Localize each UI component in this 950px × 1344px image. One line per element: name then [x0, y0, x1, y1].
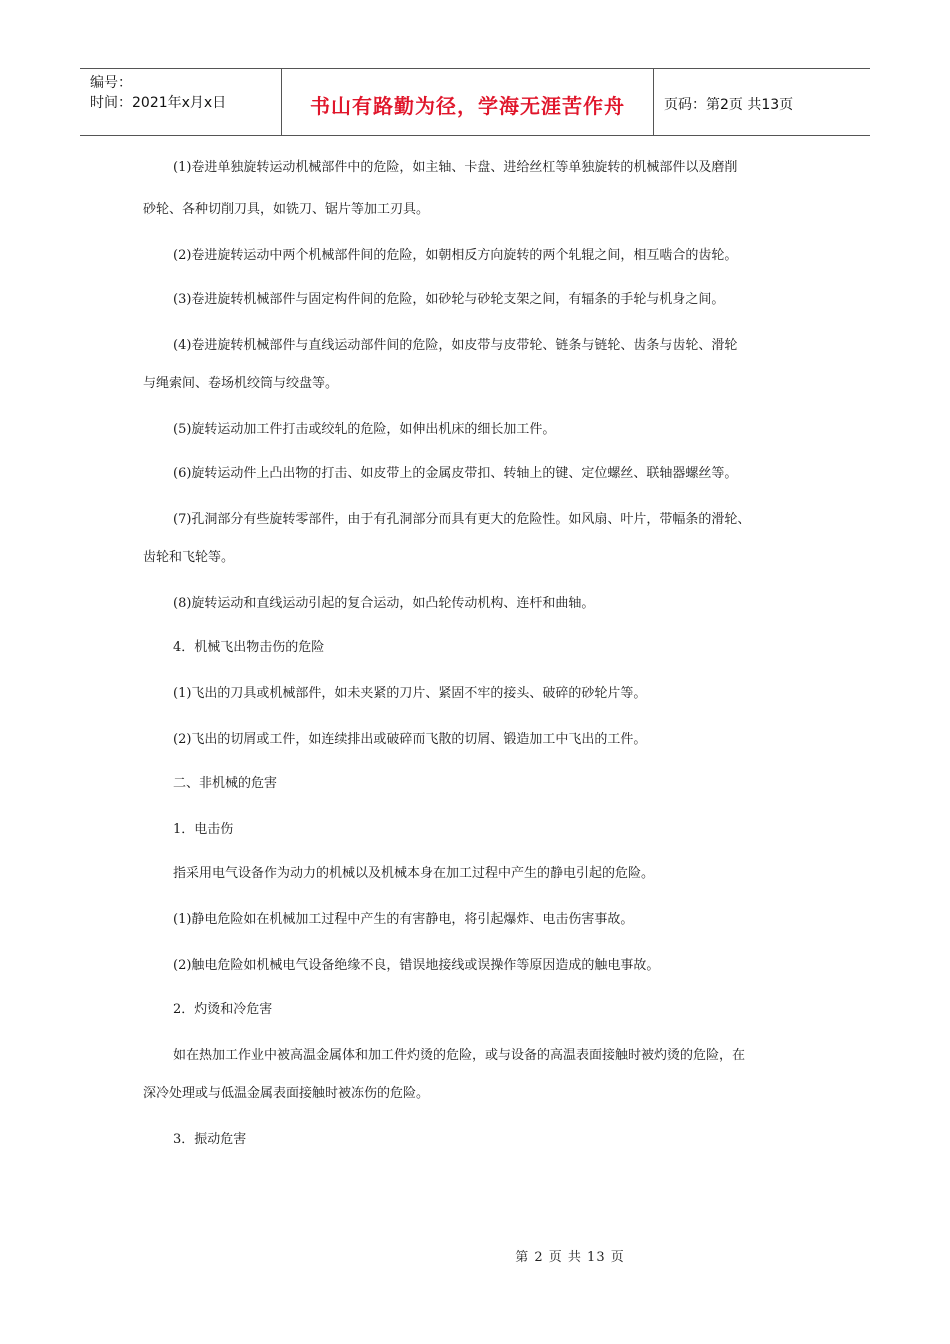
body-line: 1．电击伤	[173, 822, 234, 837]
body-line: 如在热加工作业中被高温金属体和加工件灼烫的危险，或与设备的高温表面接触时被灼烫的危险，在	[173, 1048, 746, 1063]
body-line: 指采用电气设备作为动力的机械以及机械本身在加工过程中产生的静电引起的危险。	[173, 866, 655, 881]
page-footer: 第 2 页 共 13 页	[515, 1250, 625, 1265]
doc-time-label: 时间：2021年x月x日	[90, 95, 227, 111]
body-line: (4)卷进旋转机械部件与直线运动部件间的危险，如皮带与皮带轮、链条与链轮、齿条与齿轮、滑轮	[173, 338, 738, 353]
doc-number-label: 编号：	[90, 75, 132, 91]
body-line: 齿轮和飞轮等。	[143, 550, 235, 565]
body-line: (2)卷进旋转运动中两个机械部件间的危险，如朝相反方向旋转的两个轧辊之间，相互啮合的齿轮。	[173, 248, 738, 263]
body-line: 4．机械飞出物击伤的危险	[173, 640, 325, 655]
body-line: (1)静电危险如在机械加工过程中产生的有害静电，将引起爆炸、电击伤害事故。	[173, 912, 634, 927]
body-line: (1)卷进单独旋转运动机械部件中的危险，如主轴、卡盘、进给丝杠等单独旋转的机械部件以及磨削	[173, 160, 738, 175]
header-page-info: 页码：第2页 共13页	[664, 97, 794, 113]
body-line: (5)旋转运动加工件打击或绞轧的危险，如伸出机床的细长加工件。	[173, 422, 556, 437]
page-header	[80, 68, 870, 136]
body-line: (2)飞出的切屑或工件，如连续排出或破碎而飞散的切屑、锻造加工中飞出的工件。	[173, 732, 647, 747]
body-line: 砂轮、各种切削刀具，如铣刀、锯片等加工刃具。	[143, 202, 430, 217]
body-line: (7)孔洞部分有些旋转零部件，由于有孔洞部分而具有更大的危险性。如风扇、叶片，带幅条的滑轮、	[173, 512, 751, 527]
body-line: (1)飞出的刀具或机械部件，如未夹紧的刀片、紧固不牢的接头、破碎的砂轮片等。	[173, 686, 647, 701]
body-line: 二、非机械的危害	[173, 776, 278, 791]
body-line: (2)触电危险如机械电气设备绝缘不良，错误地接线或误操作等原因造成的触电事故。	[173, 958, 660, 973]
body-line: (8)旋转运动和直线运动引起的复合运动，如凸轮传动机构、连杆和曲轴。	[173, 596, 595, 611]
body-line: 深冷处理或与低温金属表面接触时被冻伤的危险。	[143, 1086, 430, 1101]
body-line: 与绳索间、卷场机绞筒与绞盘等。	[143, 376, 339, 391]
body-line: 3．振动危害	[173, 1132, 247, 1147]
body-line: (3)卷进旋转机械部件与固定构件间的危险，如砂轮与砂轮支架之间，有辐条的手轮与机身之间。	[173, 292, 725, 307]
header-meta	[80, 69, 282, 135]
body-line: (6)旋转运动件上凸出物的打击、如皮带上的金属皮带扣、转轴上的键、定位螺丝、联轴器螺丝等。	[173, 466, 738, 481]
body-line: 2．灼烫和冷危害	[173, 1002, 273, 1017]
header-motto: 书山有路勤为径，学海无涯苦作舟	[282, 69, 654, 135]
